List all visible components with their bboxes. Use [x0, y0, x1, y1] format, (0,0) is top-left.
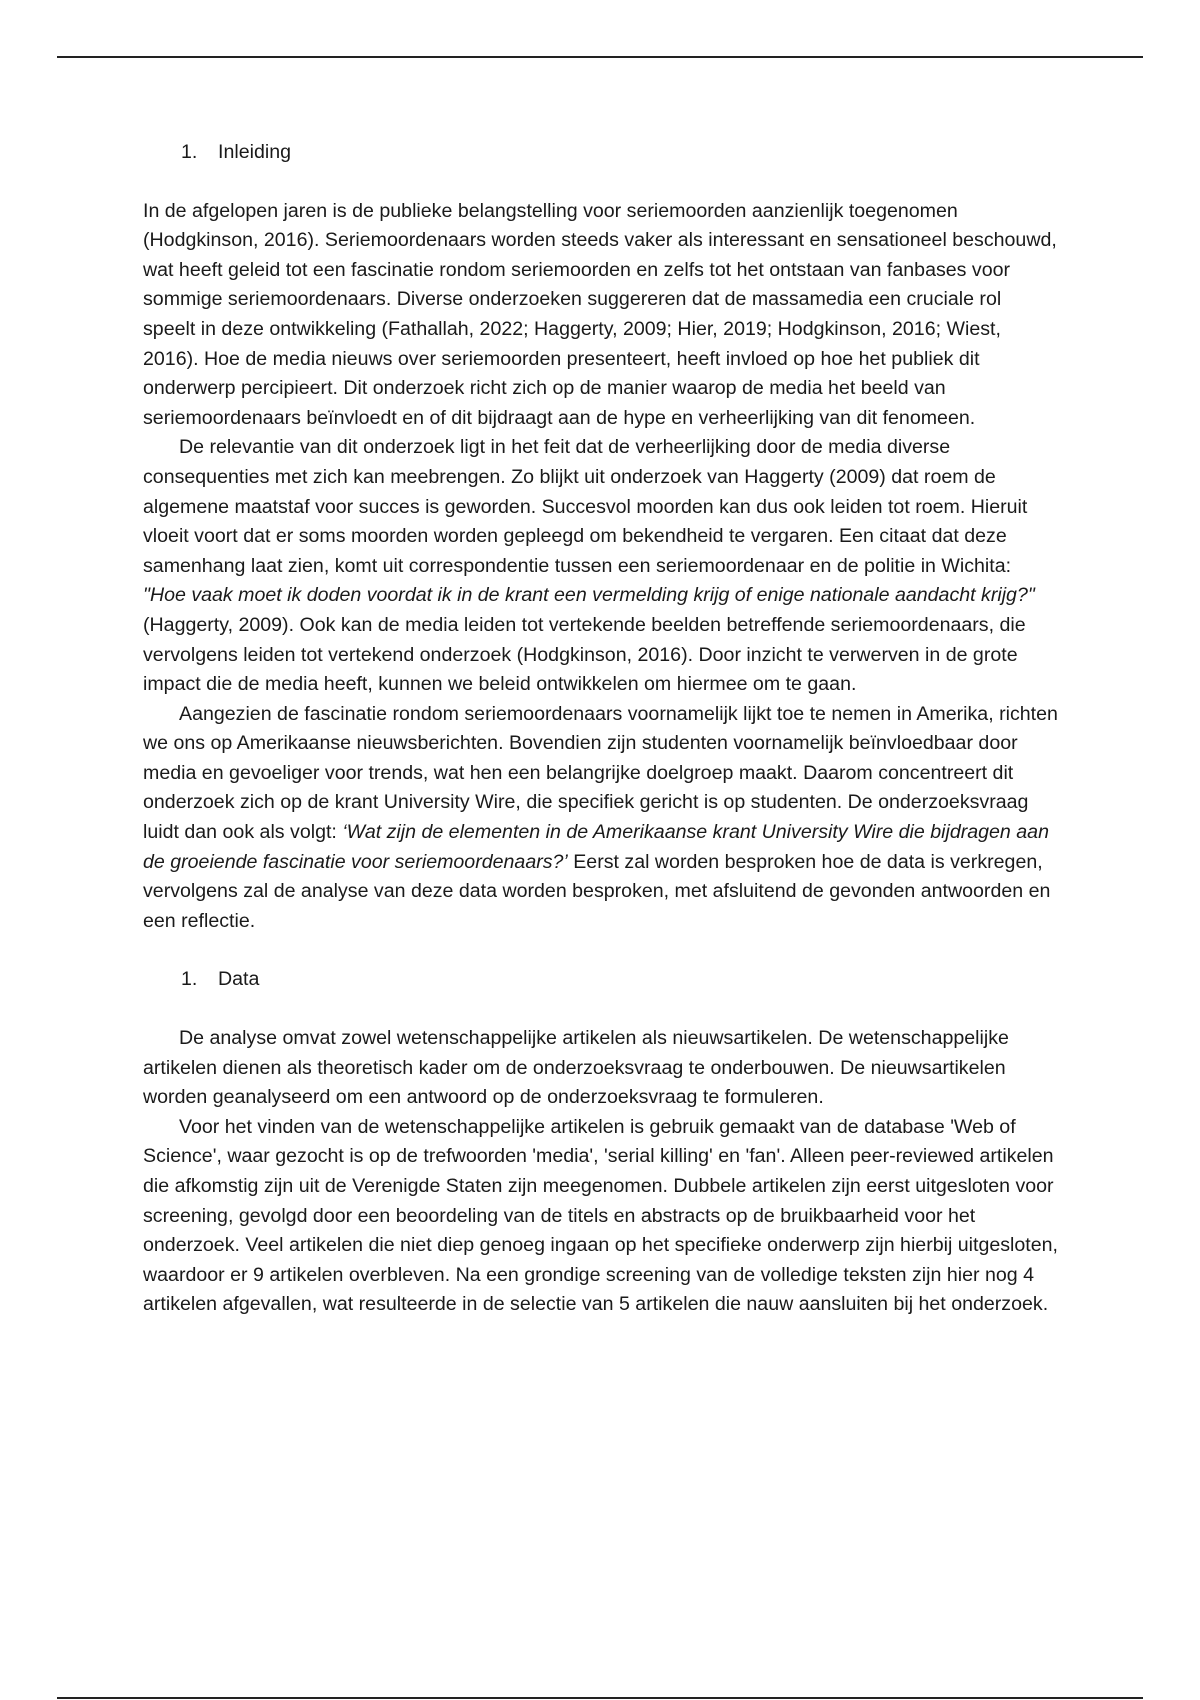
page-footer-rule	[57, 1697, 1143, 1699]
section-heading-inleiding	[181, 138, 1058, 168]
research-question: ‘Wat zijn de elementen in de Amerikaanse krant University Wire die bijdragen aan de groeiende fascinatie voor seriemoordenaars?’	[143, 821, 1049, 873]
section-number: 1.	[181, 968, 198, 991]
section-title: Inleiding	[218, 141, 291, 163]
paragraph-inleiding-2	[143, 433, 1058, 699]
section-number: 1.	[181, 141, 198, 163]
paragraph-text: Eerst zal worden besproken hoe de data is verkregen, vervolgens zal de analyse van deze data worden besproken, met afsluitend de gevonden antwoorden en een reflectie.	[143, 850, 1051, 932]
paragraph-inleiding-3	[143, 700, 1058, 937]
paragraph-data-1: De analyse omvat zowel wetenschappelijke artikelen als nieuwsartikelen. De wetenschappelijke artikelen dienen als theoretisch kader om de onderzoeksvraag te onderbouwen. De nieuwsartikelen worden geanalyseerd om een antwoord op de onderzoeksvraag te formuleren.	[143, 1027, 1009, 1109]
section-heading-data	[181, 965, 1058, 995]
paragraph-data-2: Voor het vinden van de wetenschappelijke artikelen is gebruik gemaakt van de database 'Web of Science', waar gezocht is op de trefwoorden 'media', 'serial killing' en 'fan'. Alleen peer-reviewed artikelen die afkomstig zijn uit de Verenigde Staten zijn meegenomen. Dubbele artikelen zijn eerst uitgesloten voor screening, gevolgd door een beoordeling van de titels en abstracts op de bruikbaarheid voor het onderzoek. Veel artikelen die niet diep genoeg ingaan op het specifieke onderwerp zijn hierbij uitgesloten, waardoor er 9 artikelen overbleven. Na een grondige screening van de volledige teksten zijn hier nog 4 artikelen afgevallen, wat resulteerde in de selectie van 5 artikelen die nauw aansluiten bij het onderzoek.	[143, 1115, 1058, 1316]
quote-text: "Hoe vaak moet ik doden voordat ik in de krant een vermelding krijg of enige nationale aandacht krijg?"	[143, 584, 1035, 607]
paragraph-text: Aangezien de fascinatie rondom seriemoordenaars voornamelijk lijkt toe te nemen in Amerika, richten we ons op Amerikaanse nieuwsberichten. Bovendien zijn studenten voornamelijk beïnvloedbaar door media en gevoeliger voor trends, wat hen een belangrijke doelgroep maakt. Daarom concentreert dit onderzoek zich op de krant University Wire, die specifiek gericht is op studenten. De onderzoeksvraag luidt dan ook als volgt:	[143, 702, 1058, 844]
document-body	[143, 138, 1058, 1320]
paragraph-text: De relevantie van dit onderzoek ligt in het feit dat de verheerlijking door de media diverse consequenties met zich kan meebrengen. Zo blijkt uit onderzoek van Haggerty (2009) dat roem de algemene maatstaf voor succes is geworden. Succesvol moorden kan dus ook leiden tot roem. Hieruit vloeit voort dat er soms moorden worden gepleegd om bekendheid te vergaren. Een citaat dat deze samenhang laat zien, komt uit correspondentie tussen een seriemoordenaar en de politie in Wichita:	[143, 436, 1028, 577]
page-header-rule	[57, 56, 1143, 58]
paragraph-text: (Haggerty, 2009). Ook kan de media leiden tot vertekende beelden betreffende seriemoordenaars, die vervolgens leiden tot vertekend onderzoek (Hodgkinson, 2016). Door inzicht te verwerven in de grote impact die de media heeft, kunnen we beleid ontwikkelen om hiermee om te gaan.	[143, 613, 1026, 696]
section-title: Data	[218, 968, 260, 991]
paragraph-inleiding-1: In de afgelopen jaren is de publieke belangstelling voor seriemoorden aanzienlijk toegenomen (Hodgkinson, 2016). Seriemoordenaars worden steeds vaker als interessant en sensationeel beschouwd, wat heeft geleid tot een fascinatie rondom seriemoorden en zelfs tot het ontstaan van fanbases voor sommige seriemoordenaars. Diverse onderzoeken suggereren dat de massamedia een cruciale rol speelt in deze ontwikkeling (Fathallah, 2022; Haggerty, 2009; Hier, 2019; Hodgkinson, 2016; Wiest, 2016). Hoe de media nieuws over seriemoorden presenteert, heeft invloed op hoe het publiek dit onderwerp percipieert. Dit onderzoek richt zich op de manier waarop de media het beeld van seriemoordenaars beïnvloedt en of dit bijdraagt aan de hype en verheerlijking van dit fenomeen.	[143, 199, 1057, 429]
